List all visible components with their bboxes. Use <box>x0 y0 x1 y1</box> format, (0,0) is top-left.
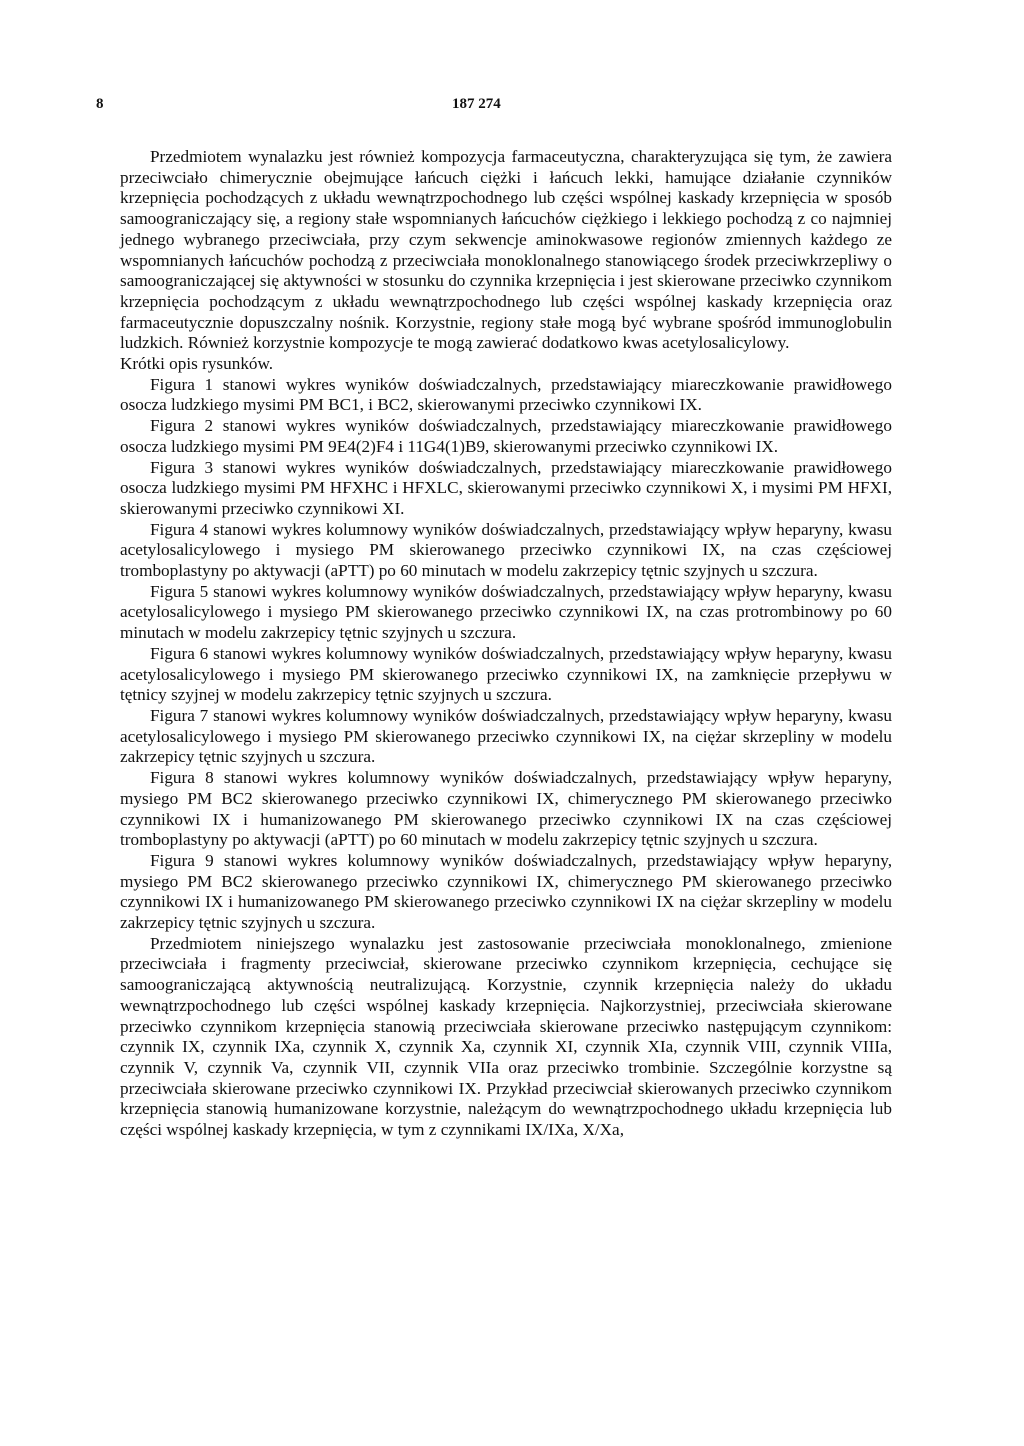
patent-number: 187 274 <box>452 96 501 112</box>
section-heading-drawings: Krótki opis rysunków. <box>120 354 274 374</box>
paragraph-figure-6: Figura 6 stanowi wykres kolumnowy wyników doświadczalnych, przedstawiający wpływ heparyny, kwasu acetylosalicylowego i mysiego PM skierowanego przeciwko czynnikowi IX, na zamknięcie przepływu w tętnicy szyjnej w modelu zakrzepicy tętnic szyjnych u szczura. <box>120 643 892 705</box>
paragraph-figure-8: Figura 8 stanowi wykres kolumnowy wyników doświadczalnych, przedstawiający wpływ heparyny, mysiego PM BC2 skierowanego przeciwko czynnikowi IX, chimerycznego PM skierowanego przeciwko czynnikowi IX i humanizowanego PM skierowanego przeciwko czynnikowi IX na czas częściowej tromboplastyny po aktywacji (aPTT) po 60 minutach w modelu zakrzepicy tętnic szyjnych u szczura. <box>120 768 892 850</box>
paragraph-composition: Przedmiotem wynalazku jest również kompozycja farmaceutyczna, charakteryzująca się tym, że zawiera przeciwciało chimerycznie obejmujące łańcuch ciężki i łańcuch lekki, hamujące działanie czynników krzepnięcia pochodzących z układu wewnątrzpochodnego lub części wspólnej kaskady krzepnięcia w sposób samoograniczający się, a regiony stałe wspomnianych łańcuchów ciężkiego i lekkiego pochodzą z co najmniej jednego wybranego przeciwciała, przy czym sekwencje aminokwasowe regionów zmiennych każdego ze wspomnianych łańcuchów pochodzą z przeciwciała monoklonalnego stanowiącego środek przeciwkrzepliwy o samoograniczającej się aktywności w stosunku do czynnika krzepnięcia i jest skierowane przeciwko czynnikom krzepnięcia pochodzącym z układu wewnątrzpochodnego lub części wspólnej kaskady krzepnięcia oraz farmaceutycznie dopuszczalny nośnik. Korzystnie, regiony stałe mogą być wybrane spośród immunoglobulin ludzkich. Również korzystnie kompozycje te mogą zawierać dodatkowo kwas acetylosalicylowy. <box>120 147 892 353</box>
paragraph-figure-4: Figura 4 stanowi wykres kolumnowy wyników doświadczalnych, przedstawiający wpływ heparyny, kwasu acetylosalicylowego i mysiego PM skierowanego przeciwko czynnikowi IX, na czas częściowej tromboplastyny po aktywacji (aPTT) po 60 minutach w modelu zakrzepicy tętnic szyjnych u szczura. <box>120 519 892 581</box>
page-header <box>96 96 914 118</box>
paragraph-figure-5: Figura 5 stanowi wykres kolumnowy wyników doświadczalnych, przedstawiający wpływ heparyny, kwasu acetylosalicylowego i mysiego PM skierowanego przeciwko czynnikowi IX, na czas protrombinowy po 60 minutach w modelu zakrzepicy tętnic szyjnych u szczura. <box>120 581 892 643</box>
paragraph-figure-9: Figura 9 stanowi wykres kolumnowy wyników doświadczalnych, przedstawiający wpływ heparyny, mysiego PM BC2 skierowanego przeciwko czynnikowi IX, chimerycznego PM skierowanego przeciwko czynnikowi IX i humanizowanego PM skierowanego przeciwko czynnikowi IX na ciężar skrzepliny w modelu zakrzepicy tętnic szyjnych u szczura. <box>120 850 892 933</box>
document-body <box>120 147 892 1141</box>
paragraph-figure-2: Figura 2 stanowi wykres wyników doświadczalnych, przedstawiający miareczkowanie prawidłowego osocza ludzkiego mysimi PM 9E4(2)F4 i 11G4(1)B9, skierowanymi przeciwko czynnikowi IX. <box>120 416 892 456</box>
paragraph-invention-use: Przedmiotem niniejszego wynalazku jest zastosowanie przeciwciała monoklonalnego, zmienione przeciwciała i fragmenty przeciwciał, skierowane przeciwko czynnikom krzepnięcia, cechujące się samoograniczającą aktywnością neutralizującą. Korzystnie, czynnik krzepnięcia należy do układu wewnątrzpochodnego lub części wspólnej kaskady krzepnięcia. Najkorzystniej, przeciwciała skierowane przeciwko czynnikom krzepnięcia stanowią przeciwciała skierowane przeciwko następującym czynnikom: czynnik IX, czynnik IXa, czynnik X, czynnik Xa, czynnik XI, czynnik XIa, czynnik VIII, czynnik VIIIa, czynnik V, czynnik Va, czynnik VII, czynnik VIIa oraz przeciwko trombinie. Szczególnie korzystne są przeciwciała skierowane przeciwko czynnikowi IX. Przykład przeciwciał skierowanych przeciwko czynnikom krzepnięcia stanowią humanizowane korzystnie, należącym do wewnątrzpochodnego układu krzepnięcia lub części wspólnej kaskady krzepnięcia, w tym z czynnikami IX/IXa, X/Xa, <box>120 933 892 1140</box>
page-number: 8 <box>96 96 104 112</box>
paragraph-figure-7: Figura 7 stanowi wykres kolumnowy wyników doświadczalnych, przedstawiający wpływ heparyny, kwasu acetylosalicylowego i mysiego PM skierowanego przeciwko czynnikowi IX, na ciężar skrzepliny w modelu zakrzepicy tętnic szyjnych u szczura. <box>120 705 892 767</box>
paragraph-figure-1: Figura 1 stanowi wykres wyników doświadczalnych, przedstawiający miareczkowanie prawidłowego osocza ludzkiego mysimi PM BC1, i BC2, skierowanymi przeciwko czynnikowi IX. <box>120 374 892 415</box>
paragraph-figure-3: Figura 3 stanowi wykres wyników doświadczalnych, przedstawiający miareczkowanie prawidłowego osocza ludzkiego mysimi PM HFXHC i HFXLC, skierowanymi przeciwko czynnikowi X, i mysimi PM HFXI, skierowanymi przeciwko czynnikowi XI. <box>120 457 892 518</box>
